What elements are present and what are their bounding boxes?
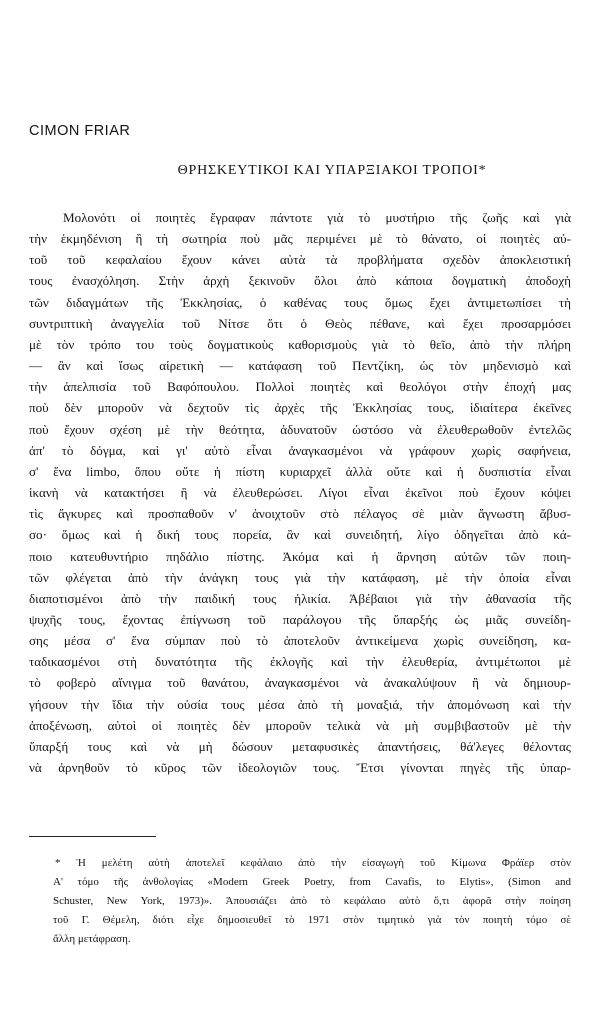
body-line: σης μέσα σ' ἕνα σύμπαν ποὺ τὸ ἀποτελοῦν ἀντικείμενα χωρὶς συνείδηση, κα- <box>29 633 571 649</box>
body-line: συντριπτικὴ ἀναγγελία τοῦ Νίτσε ὅτι ὁ Θεὸς πέθανε, καὶ ἔχει προσαρμόσει <box>29 315 571 331</box>
footnote-line: Schuster, New York, 1973)». Ἀπουσιάζει ἀπὸ τὸ κεφάλαιο αὐτὸ ὅ,τι ἀφορᾶ στὴν ποίηση <box>53 895 571 907</box>
essay-title: ΘΡΗΣΚΕΥΤΙΚΟΙ ΚΑΙ ΥΠΑΡΞΙΑΚΟΙ ΤΡΟΠΟΙ* <box>177 163 487 178</box>
body-line: σ' ἕνα limbo, ὅπου οὔτε ἡ πίστη κυριαρχεῖ ἀλλὰ οὔτε καὶ ἡ δυσπιστία εἶναι <box>29 463 571 479</box>
body-line: ψυχῆς τους, ἔχοντας ἐπίγνωση τοῦ παράλογου τῆς ὕπαρξής ὡς μιᾶς συνείδη- <box>29 611 571 627</box>
body-line: ταδικασμένοι στὴ δυνατότητα τῆς ἐκλογῆς καὶ τὴν ἐλευθερία, ἀντιμέτωποι μὲ <box>29 654 571 670</box>
footnote <box>53 854 571 949</box>
body-line: Μολονότι οἱ ποιητὲς ἔγραφαν πάντοτε γιὰ τὸ μυστήριο τῆς ζωῆς καὶ γιὰ <box>63 210 571 225</box>
body-line: ποὺ ἔχουν σχέση μὲ τὴν θεότητα, ἀδυνατοῦν ὡστόσο νὰ ἐλευθερωθοῦν ἐντελῶς <box>29 421 571 437</box>
body-line: τους ἐνασχόληση. Στὴν ἀρχὴ ξεκινοῦν ὅλοι ἀπὸ κάποια δογματικὴ ἀποδοχὴ <box>29 273 571 289</box>
body-line: ἀπ' τὸ δόγμα, καὶ γι' αὐτὸ εἶναι ἀναγκασμένοι νὰ γράφουν χωρὶς σαφήνεια, <box>29 442 571 458</box>
footnote-line: τοῦ Γ. Θέμελη, διότι εἶχε δημοσιευθεῖ τὸ 1971 στὸν τιμητικὸ γιὰ τὸν ποιητὴ τόμο σὲ <box>53 914 571 926</box>
body-line: ποὺ δὲν μποροῦν νὰ δεχτοῦν τὶς ἀρχὲς τῆς Ἐκκλησίας τους, ἰδιαίτερα ἐκεῖνες <box>29 400 571 416</box>
body-line: τὶς ἄγκυρες καὶ προσπαθοῦν ν' ἀνοιχτοῦν στὸ πέλαγος σὲ μιὰν ἄγνωστη ἄβυσ- <box>29 506 571 522</box>
body-line: τὸ φοβερὸ αἴνιγμα τοῦ θανάτου, ἀναγκασμένοι νὰ ἀνακαλύψουν ἢ νὰ δημιουρ- <box>29 675 571 691</box>
footnote-line: Α' τόμο τῆς ἀνθολογίας «Modern Greek Poetry, from Cavafis, to Elytis», (Simon and <box>53 876 571 888</box>
body-line: τῶν φλέγεται ἀπὸ τὴν ἀνάγκη τους γιὰ τὴν κατάφαση, μὲ τὴν ὁποία εἶναι <box>29 569 571 585</box>
body-text <box>29 207 571 778</box>
body-line: τοῦ τοῦ κεφαλαίου ἔχουν κάνει αὐτὰ τὰ προβλήματα σχεδὸν ἀποκλειστική <box>29 252 571 268</box>
body-line: ὕπαρξή τους καὶ νὰ μὴ δώσουν μεταφυσικὲς ἀπαντήσεις, θά'λεγες θέλοντας <box>29 738 571 754</box>
body-line: ἱκανὴ νὰ κατακτήσει ἢ νὰ ἐλευθερώσει. Λίγοι εἶναι ἐκεῖνοι ποὺ ἔχουν κόψει <box>29 485 571 501</box>
body-line: μὲ τὸν τρόπο του τοὺς δογματικοὺς καθορισμοὺς γιὰ τὸ θεῖο, ἀπὸ τὴν πλήρη <box>29 336 571 352</box>
body-line: τὴν ἀπελπισία τοῦ Βαφόπουλου. Πολλοὶ ποιητὲς καὶ θεολόγοι στὴν ἐποχή μας <box>29 379 571 395</box>
footnote-line: ἄλλη μετάφραση. <box>53 933 131 945</box>
body-line: τὴν ἑκμηδένιση ἢ τὴ σωτηρία ποὺ μᾶς περιμένει μὲ τὸ θάνατο, οἱ ποιητὲς αὐ- <box>29 231 571 247</box>
footnote-line: * Ἡ μελέτη αὐτὴ ἀποτελεῖ κεφάλαιο ἀπὸ τὴν εἰσαγωγὴ τοῦ Κίμωνα Φράϊερ στὸν <box>55 857 571 869</box>
body-line: σο· ὅμως καὶ ἡ δική τους πορεία, ἂν καὶ συνειδητή, λίγο ὁδηγεῖται ἀπὸ κά- <box>29 527 571 543</box>
body-line: τῶν διδαγμάτων τῆς Ἐκκλησίας, ὁ καθένας τους ὅμως ἔχει ἀντιμετωπίσει τὴ <box>29 294 571 310</box>
body-line: ἀποξένωση, αὐτοὶ οἱ ποιητὲς δὲν μποροῦν τελικὰ νὰ μὴ συμβιβαστοῦν μὲ τὴν <box>29 717 571 733</box>
body-line: γήσουν τὴν ἴδια τὴν οὐσία τους μέσα ἀπὸ τὴ μοναξιά, τὴν ἀπομόνωση καὶ τὴν <box>29 696 571 712</box>
body-line: ποιο κατευθυντήριο πηδάλιο πίστης. Ἀκόμα καὶ ἡ ἄρνηση αὐτῶν τῶν ποιη- <box>29 548 571 564</box>
footnote-divider <box>29 836 156 837</box>
body-line: νὰ ἀρνηθοῦν τὸ κῦρος τῶν ἰδεολογιῶν τους. Ἔτσι γίνονται πηγὲς τῆς ὑπαρ- <box>29 760 571 776</box>
body-line: διαποτισμένοι ἀπὸ τὴν παιδική τους ἡλικία. Ἀβέβαιοι γιὰ τὴν ἀθανασία τῆς <box>29 590 571 606</box>
author-name: CIMON FRIAR <box>29 123 131 139</box>
body-line: — ἂν καὶ ἴσως αἱρετικὴ — κατάφαση τοῦ Πεντζίκη, ὡς τὸν μηδενισμὸ καὶ <box>29 358 571 374</box>
